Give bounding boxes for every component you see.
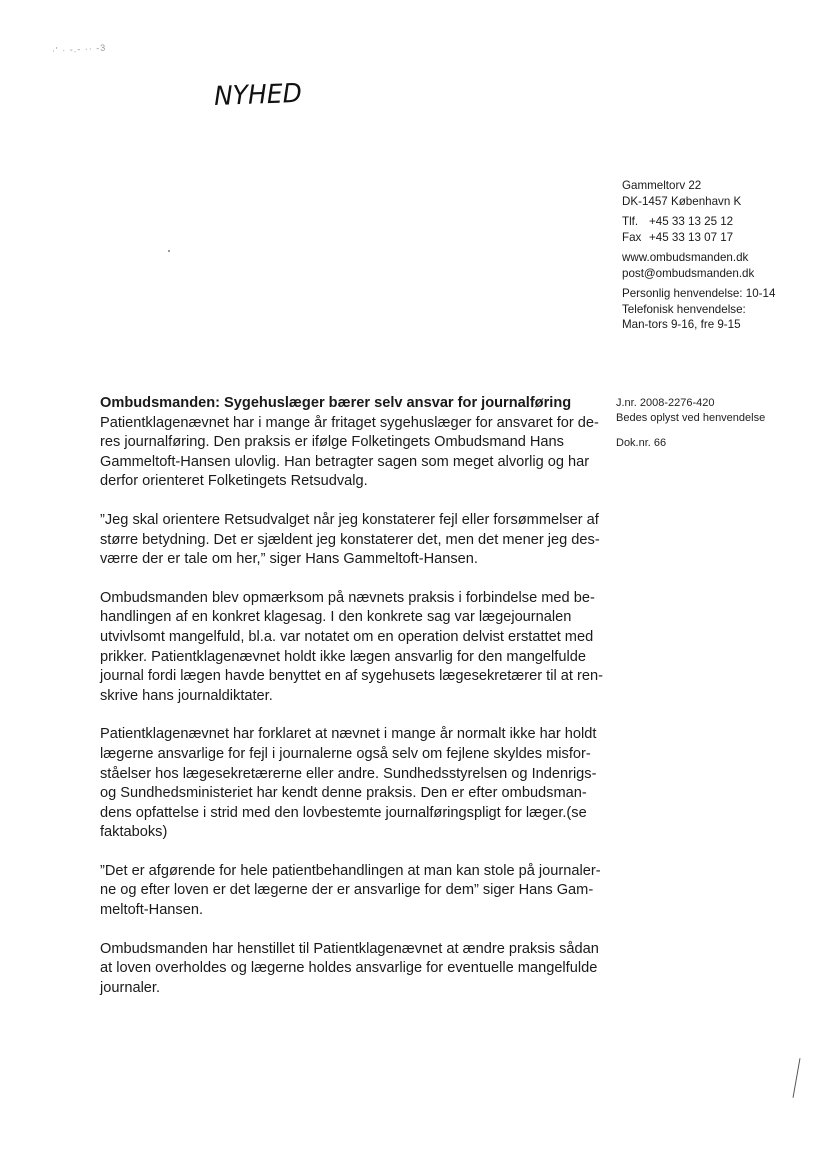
phone-line (622, 214, 812, 230)
website-link: www.ombudsmanden.dk (622, 251, 749, 264)
scan-speck (168, 250, 170, 252)
paragraph-line: res journalføring. Den praksis er ifølge Folketingets Ombudsmand Hans (100, 434, 564, 451)
handwritten-stamp: NYHED (213, 77, 303, 112)
reference-note: Bedes oplyst ved henvendelse (616, 412, 766, 424)
paragraph-line: skrive hans journaldiktater. (100, 687, 273, 704)
paragraph-line: journal fordi lægen havde benyttet en af sygehusets lægesekretærer til at ren- (100, 668, 603, 685)
paragraph-line: ne og efter loven er det lægerne der er ansvarlige for dem” siger Hans Gam- (100, 882, 594, 899)
paragraph-line: ”Det er afgørende for hele patientbehandlingen at man kan stole på journaler- (100, 862, 601, 879)
address-group (622, 178, 812, 209)
address-street: Gammeltorv 22 (622, 179, 702, 192)
article-paragraph (100, 940, 599, 999)
paragraph-line: Patientklagenævnet har forklaret at nævnet i mange år normalt ikke har holdt (100, 726, 597, 743)
paragraph-line: derfor orienteret Folketingets Retsudvalg. (100, 473, 368, 490)
article-paragraph (100, 862, 601, 921)
paragraph-line: utvivlsomt mangelfuld, bl.a. var notatet om en operation delvist erstattet med (100, 628, 594, 645)
paragraph-line: dens opfattelse i strid med den lovbestemte journalføringspligt for læger.(se (100, 804, 587, 821)
article-paragraph (100, 589, 603, 707)
phone-label: Tlf. (622, 215, 639, 228)
article-paragraph (100, 414, 599, 492)
paragraph-line: ståelser hos lægesekretærerne eller andre. Sundhedsstyrelsen og Indenrigs- (100, 765, 597, 782)
paragraph-line: faktaboks) (100, 824, 168, 841)
paragraph-line: at loven overholdes og lægerne holdes ansvarlige for eventuelle mangelfulde (100, 960, 598, 977)
hours-group (622, 286, 812, 333)
document-number: Dok.nr. 66 (616, 437, 667, 449)
journal-number: J.nr. 2008-2276-420 (616, 397, 715, 409)
fax-line (622, 230, 812, 246)
paragraph-line: handlingen af en konkret klagesag. I den konkrete sag var lægejournalen (100, 609, 572, 626)
paragraph-line: meltoft-Hansen. (100, 902, 204, 919)
fax-label: Fax (622, 230, 642, 244)
article-headline: Ombudsmanden: Sygehuslæger bærer selv ansvar for journalføring (100, 395, 572, 411)
hours-phone-label: Telefonisk henvendelse: (622, 302, 746, 316)
article (100, 394, 603, 1017)
article-body (100, 414, 603, 999)
paragraph-line: værre der er tale om her,” siger Hans Gammeltoft-Hansen. (100, 551, 478, 568)
paragraph-line: ”Jeg skal orientere Retsudvalget når jeg konstaterer fejl eller forsømmelser af (100, 511, 599, 528)
phone-number: +45 33 13 25 12 (649, 215, 734, 228)
phone-group (622, 214, 812, 245)
paragraph-line: Ombudsmanden blev opmærksom på nævnets praksis i forbindelse med be- (100, 589, 595, 606)
scan-edge-line (793, 1058, 801, 1098)
paragraph-line: større betydning. Det er sjældent jeg konstaterer det, men det mener jeg des- (100, 531, 600, 548)
web-group (622, 250, 812, 281)
paragraph-line: Patientklagenævnet har i mange år fritaget sygehuslæger for ansvaret for de- (100, 414, 599, 431)
contact-block (622, 178, 812, 338)
address-city: DK-1457 København K (622, 194, 742, 208)
paragraph-line: journaler. (100, 979, 161, 996)
paragraph-line: Gammeltoft-Hansen ulovlig. Han betragter sagen som meget alvorlig og har (100, 453, 590, 470)
reference-block (616, 396, 816, 451)
paragraph-line: lægerne ansvarlige for fejl i journalerne også selv om fejlene skyldes misfor- (100, 745, 591, 762)
paragraph-line: og Sundhedsministeriet har kendt denne praksis. Den er efter ombudsman- (100, 785, 587, 802)
hours-personal: Personlig henvendelse: 10-14 (622, 287, 776, 300)
article-paragraph (100, 511, 600, 570)
email-link: post@ombudsmanden.dk (622, 266, 755, 280)
article-paragraph (100, 725, 597, 843)
hours-phone-times: Man-tors 9-16, fre 9-15 (622, 318, 741, 331)
paragraph-line: Ombudsmanden har henstillet til Patientklagenævnet at ændre praksis sådan (100, 940, 599, 957)
fax-number: +45 33 13 07 17 (649, 230, 734, 244)
scan-artifact-mark: ·' · -.- ·· -3 (51, 42, 107, 56)
paragraph-line: prikker. Patientklagenævnet holdt ikke lægen ansvarlig for den mangelfulde (100, 648, 586, 665)
